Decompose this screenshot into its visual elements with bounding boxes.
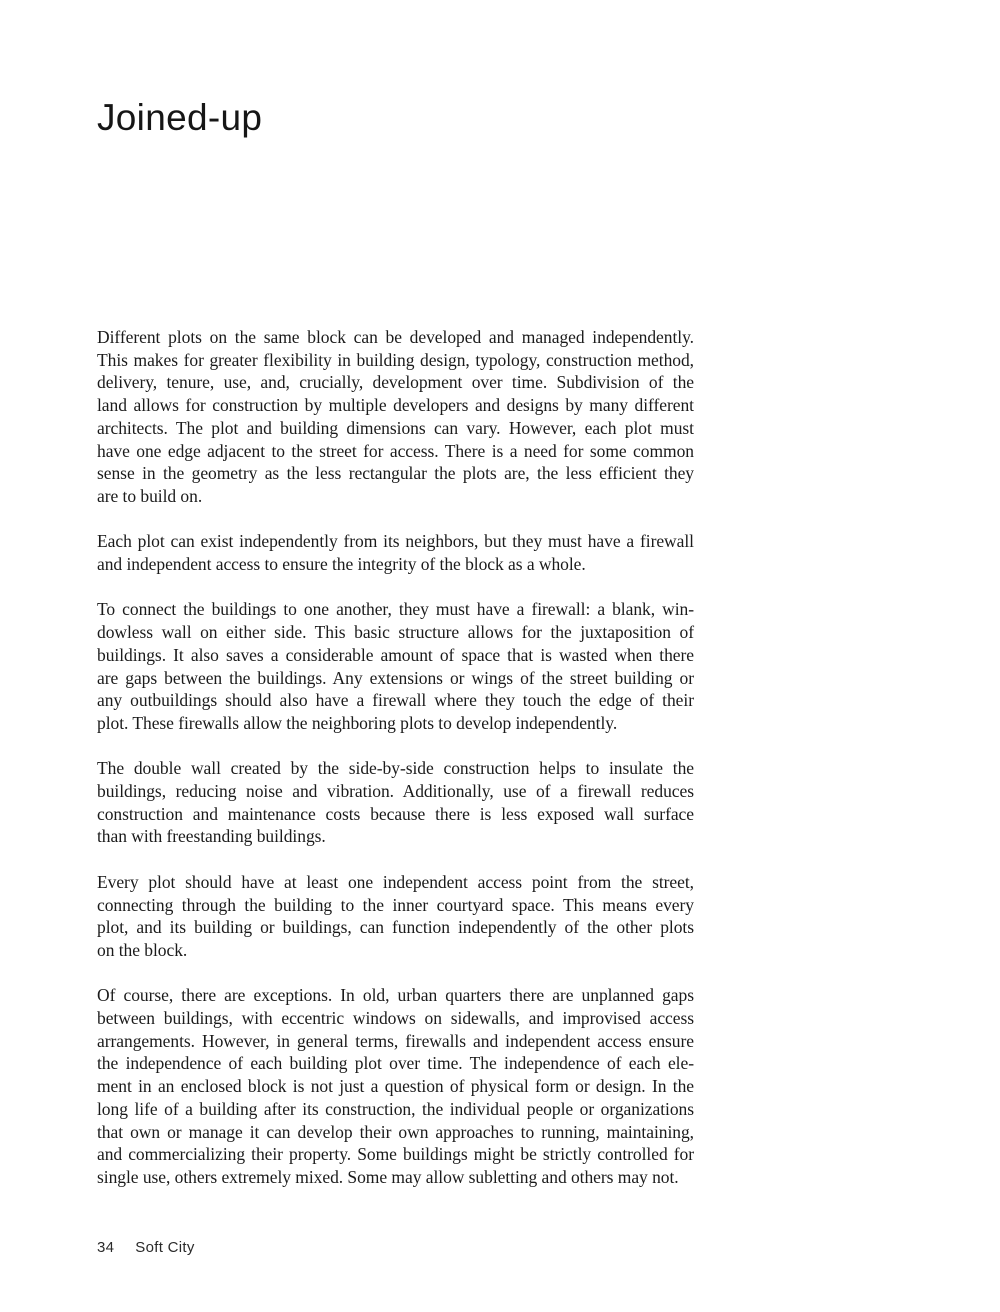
text-line: single use, others extremely mixed. Some may allow subletting and others may not. bbox=[97, 1166, 679, 1187]
page-footer bbox=[97, 1239, 195, 1256]
body-text bbox=[97, 326, 694, 1189]
text-line: Different plots on the same block can be developed and managed independently. bbox=[97, 327, 694, 347]
text-line: Every plot should have at least one independent access point from the street, bbox=[97, 871, 694, 892]
page-number: 34 bbox=[97, 1239, 115, 1256]
text-line: ment in an enclosed block is not just a question of physical form or design. In the bbox=[97, 1076, 694, 1097]
text-line: arrangements. However, in general terms, firewalls and independent access ensure bbox=[97, 1030, 694, 1051]
text-line: construction and maintenance costs because there is less exposed wall surface bbox=[97, 803, 694, 824]
text-line: any outbuildings should also have a firewall where they touch the edge of their bbox=[97, 690, 694, 711]
text-line: architects. The plot and building dimensions can vary. However, each plot must bbox=[97, 417, 694, 438]
text-line: than with freestanding buildings. bbox=[97, 826, 326, 847]
paragraph bbox=[97, 757, 694, 848]
text-line: are to build on. bbox=[97, 485, 203, 506]
text-line: Each plot can exist independently from its neighbors, but they must have a firewall bbox=[97, 531, 694, 552]
text-line: Of course, there are exceptions. In old, urban quarters there are unplanned gaps bbox=[97, 985, 694, 1006]
text-line: between buildings, with eccentric windows on sidewalls, and improvised access bbox=[97, 1008, 694, 1029]
text-line: on the block. bbox=[97, 939, 188, 960]
text-line: the independence of each building plot over time. The independence of each ele- bbox=[97, 1053, 694, 1074]
book-title: Soft City bbox=[135, 1239, 195, 1256]
text-line: are gaps between the buildings. Any extensions or wings of the street building or bbox=[97, 667, 694, 688]
text-line: connecting through the building to the inner courtyard space. This means every bbox=[97, 894, 694, 915]
text-line: have one edge adjacent to the street for access. There is a need for some common bbox=[97, 440, 694, 461]
paragraph bbox=[97, 871, 694, 962]
text-line: To connect the buildings to one another, they must have a firewall: a blank, win- bbox=[97, 599, 694, 620]
text-line: plot, and its building or buildings, can function independently of the other plots bbox=[97, 917, 694, 938]
text-line: sense in the geometry as the less rectangular the plots are, the less efficient they bbox=[97, 463, 694, 484]
text-line: long life of a building after its construction, the individual people or organizations bbox=[97, 1098, 694, 1119]
text-line: plot. These firewalls allow the neighboring plots to develop independently. bbox=[97, 712, 618, 733]
text-line: The double wall created by the side-by-side construction helps to insulate the bbox=[97, 758, 694, 779]
text-line: land allows for construction by multiple developers and designs by many different bbox=[97, 395, 694, 416]
chapter-title: Joined-up bbox=[97, 97, 263, 138]
text-line: This makes for greater flexibility in building design, typology, construction method, bbox=[97, 349, 694, 370]
text-line: dowless wall on either side. This basic structure allows for the juxtaposition of bbox=[97, 622, 694, 643]
text-line: buildings. It also saves a considerable amount of space that is wasted when there bbox=[97, 644, 694, 665]
paragraph bbox=[97, 598, 694, 734]
text-line: and independent access to ensure the integrity of the block as a whole. bbox=[97, 554, 586, 575]
text-line: that own or manage it can develop their own approaches to running, maintaining, bbox=[97, 1121, 694, 1142]
paragraph bbox=[97, 530, 694, 575]
text-line: delivery, tenure, use, and, crucially, development over time. Subdivision of the bbox=[97, 372, 694, 393]
paragraph bbox=[97, 984, 694, 1188]
text-line: and commercializing their property. Some buildings might be strictly controlled for bbox=[97, 1144, 694, 1165]
text-line: buildings, reducing noise and vibration. Additionally, use of a firewall reduces bbox=[97, 781, 694, 802]
paragraph bbox=[97, 326, 694, 508]
